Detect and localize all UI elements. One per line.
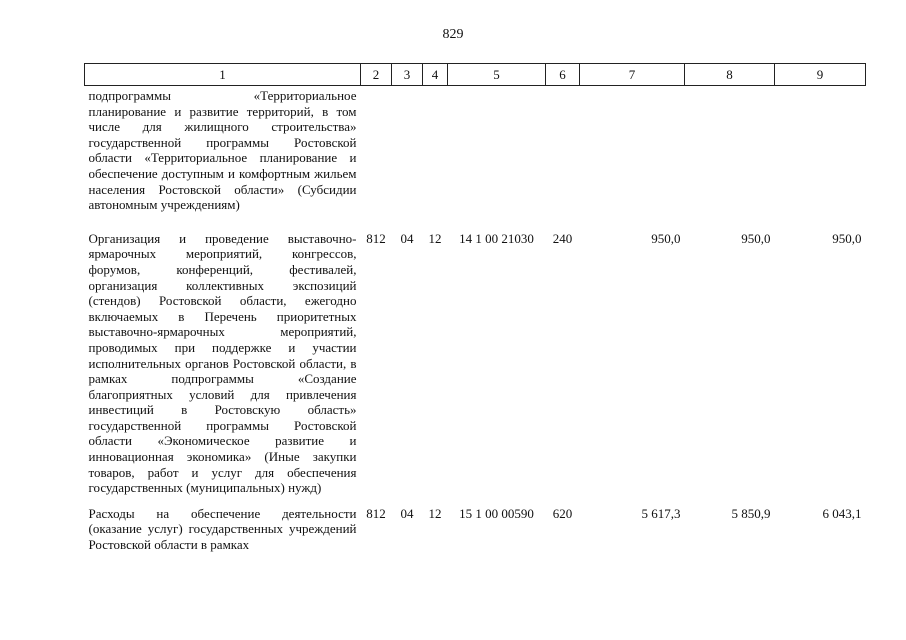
column-header: 8	[685, 64, 775, 86]
cell-target-article: 14 1 00 21030	[459, 230, 534, 246]
column-header: 2	[361, 64, 392, 86]
row-description: Расходы на обеспечение деятельности (оказание услуг) государственных учреждений Ростовской области в рамках	[88, 505, 357, 553]
cell-expense-type: 240	[552, 230, 573, 246]
table-row	[85, 86, 866, 231]
cell-admin-code: 812	[366, 505, 386, 521]
column-header: 7	[580, 64, 685, 86]
row-description: подпрограммы «Территориальное планирование и развитие территорий, в том числе для жилищного строительства» государственной программы Ростовской области «Территориальное планирование и обеспечение доступным и комфортным жильем населения Ростовской области» (Субсидии автономным учреждениям)	[88, 88, 357, 213]
cell-target-article: 15 1 00 00590	[459, 505, 534, 521]
cell-amount-year1: 950,0	[651, 230, 681, 246]
table-row	[85, 231, 866, 506]
cell-subsection: 12	[428, 505, 442, 521]
column-header: 3	[392, 64, 423, 86]
cell-section: 04	[400, 505, 414, 521]
cell-subsection: 12	[428, 230, 442, 246]
column-header: 6	[546, 64, 580, 86]
cell-amount-year3: 6 043,1	[822, 505, 862, 521]
column-header: 5	[448, 64, 546, 86]
cell-target-article	[448, 86, 546, 231]
cell-amount-year2	[685, 86, 775, 231]
column-header: 1	[85, 64, 361, 86]
cell-subsection	[423, 86, 448, 231]
cell-expense-type: 620	[552, 505, 573, 521]
budget-table	[84, 63, 866, 553]
cell-admin-code	[361, 86, 392, 231]
cell-amount-year1: 5 617,3	[641, 505, 681, 521]
cell-amount-year2: 5 850,9	[731, 505, 771, 521]
column-header: 9	[775, 64, 866, 86]
cell-admin-code: 812	[366, 230, 386, 246]
cell-expense-type	[546, 86, 580, 231]
row-description: Организация и проведение выставочно-ярмарочных мероприятий, конгрессов, форумов, конференций, фестивалей, организация коллективных экспозиций (стендов) Ростовской области, ежегодно включаемых в Перечень приоритетных выставочно-ярмарочных мероприятий, проводимых при поддержке и участии исполнительных органов Ростовской области, в рамках подпрограммы «Создание благоприятных условий для привлечения инвестиций в Ростовскую область» государственной программы Ростовской области «Экономическое развитие и инновационная экономика» (Иные закупки товаров, работ и услуг для обеспечения государственных (муниципальных) нужд)	[88, 230, 357, 496]
table-header-row	[85, 64, 866, 86]
cell-amount-year1	[580, 86, 685, 231]
cell-amount-year3: 950,0	[832, 230, 862, 246]
table-row	[85, 506, 866, 553]
column-header: 4	[423, 64, 448, 86]
cell-section	[392, 86, 423, 231]
cell-section: 04	[400, 230, 414, 246]
cell-amount-year2: 950,0	[741, 230, 771, 246]
cell-amount-year3	[775, 86, 866, 231]
page-number: 829	[442, 27, 464, 42]
